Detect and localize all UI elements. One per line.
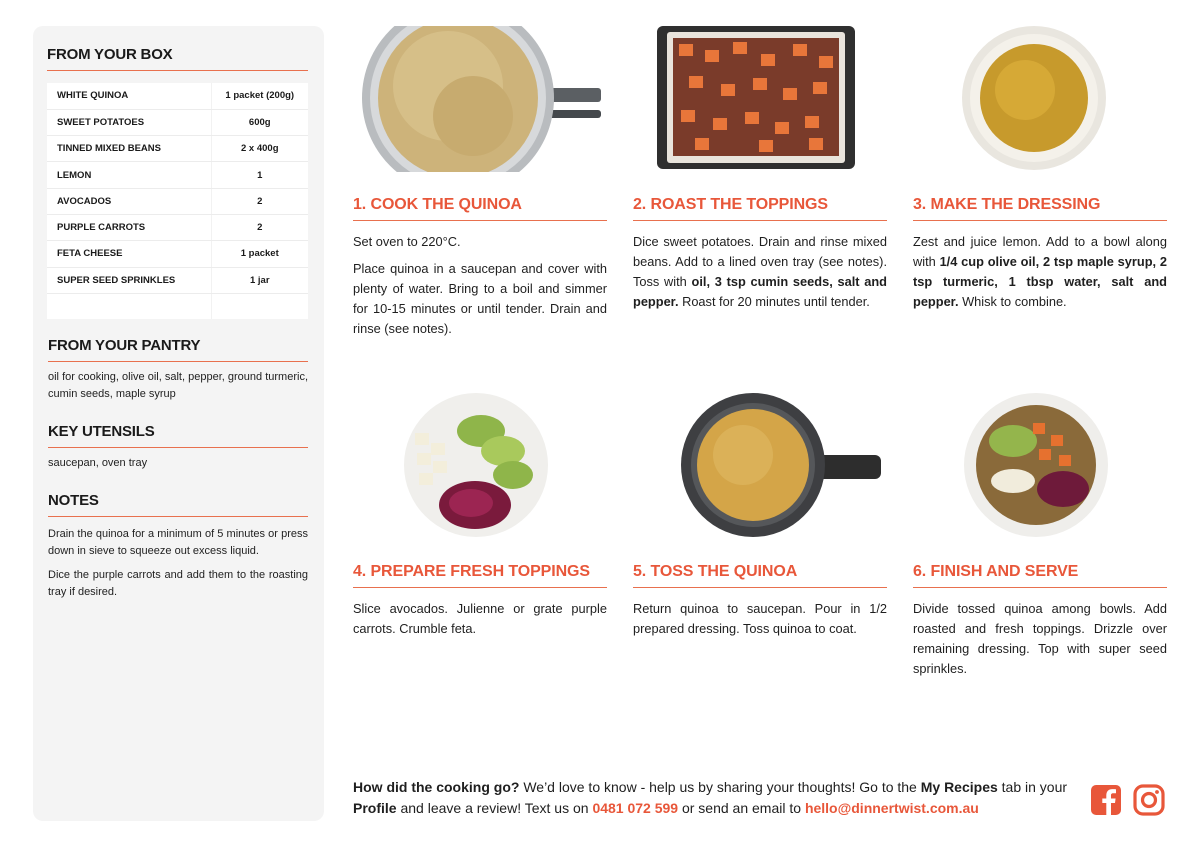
quinoa-in-pan-photo (633, 393, 887, 539)
from-box-title: FROM YOUR BOX (47, 46, 308, 71)
table-row-empty (47, 293, 308, 319)
my-recipes-label: My Recipes (920, 779, 998, 795)
ingredient-name: SUPER SEED SPRINKLES (47, 267, 211, 293)
instagram-icon[interactable] (1133, 784, 1165, 816)
step-instructions (633, 232, 887, 312)
ingredient-qty: 2 x 400g (211, 136, 308, 162)
step-title: 1. COOK THE QUINOA (353, 196, 607, 221)
step-title: 2. ROAST THE TOPPINGS (633, 196, 887, 221)
ingredient-name: TINNED MIXED BEANS (47, 136, 211, 162)
step-2 (633, 26, 887, 312)
step-text: Divide tossed quinoa among bowls. Add roasted and fresh toppings. Drizzle over remaining dressing. Top with super seed sprinkles. (913, 601, 1167, 676)
ingredient-qty: 2 (211, 214, 308, 240)
footer-question: How did the cooking go? (353, 779, 520, 795)
step-text: Set oven to 220°C. (353, 234, 461, 249)
pantry-section (47, 337, 308, 403)
step-text: Dice sweet potatoes. Drain and rinse mixed beans. Add to a lined oven tray (see notes). Toss with oil, 3 tsp cumin seeds, salt and pepper. Roast for 20 minutes until tender. (633, 234, 887, 309)
ingredient-qty: 1 jar (211, 267, 308, 293)
ingredient-qty: 1 packet (211, 241, 308, 267)
step-title: 3. MAKE THE DRESSING (913, 196, 1167, 221)
ingredients-sidebar (33, 26, 324, 821)
notes-section (47, 492, 308, 601)
feedback-footer: How did the cooking go? We’d love to know - help us by sharing your thoughts! Go to the My Recipes tab in your Profile and leave a review! Text us on 0481 072 599 or send an email to hello@dinnertwist.com.au (353, 779, 1068, 816)
step-title: 4. PREPARE FRESH TOPPINGS (353, 563, 607, 588)
table-row (47, 83, 308, 109)
step-3 (913, 26, 1167, 312)
step-text: Place quinoa in a saucepan and cover with plenty of water. Bring to a boil and simmer for 10-15 minutes or until tender. Drain and rinse (see notes). (353, 261, 607, 336)
dressing-bowl-photo (913, 26, 1167, 172)
notes-title: NOTES (48, 492, 308, 517)
step-instructions (353, 599, 607, 639)
table-row (47, 188, 308, 214)
oven-tray-sweet-potato-beans-photo (633, 26, 887, 172)
utensils-text: saucepan, oven tray (48, 457, 148, 470)
phone-link[interactable]: 0481 072 599 (592, 800, 679, 816)
utensils-title: KEY UTENSILS (48, 423, 308, 448)
avocado-feta-carrot-plate-photo (353, 393, 607, 539)
quinoa-in-sieve-photo (353, 26, 607, 172)
step-instructions (913, 599, 1167, 679)
step-5 (633, 393, 887, 639)
ingredients-table (47, 83, 308, 319)
step-text: Slice avocados. Julienne or grate purple carrots. Crumble feta. (353, 601, 607, 636)
profile-label: Profile (353, 800, 397, 816)
step-title: 5. TOSS THE QUINOA (633, 563, 887, 588)
note-item: Dice the purple carrots and add them to the roasting tray if desired. (48, 569, 308, 599)
step-text: Zest and juice lemon. Add to a bowl along with 1/4 cup olive oil, 2 tsp maple syrup, 2 tsp turmeric, 1 tbsp water, salt and pepper. Whisk to combine. (913, 234, 1167, 309)
ingredient-name: PURPLE CARROTS (47, 214, 211, 240)
note-item: Drain the quinoa for a minimum of 5 minutes or press down in sieve to squeeze out excess liquid. (48, 528, 308, 558)
ingredient-qty: 600g (211, 109, 308, 135)
served-bowl-photo (913, 393, 1167, 539)
step-6 (913, 393, 1167, 679)
step-4 (353, 393, 607, 639)
table-row (47, 109, 308, 135)
facebook-icon[interactable] (1090, 784, 1122, 816)
table-row (47, 267, 308, 293)
ingredient-qty: 2 (211, 188, 308, 214)
pantry-title: FROM YOUR PANTRY (48, 337, 308, 362)
utensils-section (47, 423, 308, 472)
ingredient-qty: 1 (211, 162, 308, 188)
step-instructions (353, 232, 607, 339)
table-row (47, 162, 308, 188)
ingredient-name: AVOCADOS (47, 188, 211, 214)
table-row (47, 136, 308, 162)
ingredient-name: LEMON (47, 162, 211, 188)
email-link[interactable]: hello@dinnertwist.com.au (804, 800, 979, 816)
step-text: Return quinoa to saucepan. Pour in 1/2 prepared dressing. Toss quinoa to coat. (633, 601, 887, 636)
step-instructions (913, 232, 1167, 312)
step-1 (353, 26, 607, 339)
ingredient-name: SWEET POTATOES (47, 109, 211, 135)
table-row (47, 214, 308, 240)
ingredient-qty: 1 packet (200g) (211, 83, 308, 109)
pantry-text: oil for cooking, olive oil, salt, pepper, ground turmeric, cumin seeds, maple syrup (48, 371, 308, 401)
table-row (47, 241, 308, 267)
step-instructions (633, 599, 887, 639)
step-title: 6. FINISH AND SERVE (913, 563, 1167, 588)
ingredient-name: WHITE QUINOA (47, 83, 211, 109)
ingredient-name: FETA CHEESE (47, 241, 211, 267)
